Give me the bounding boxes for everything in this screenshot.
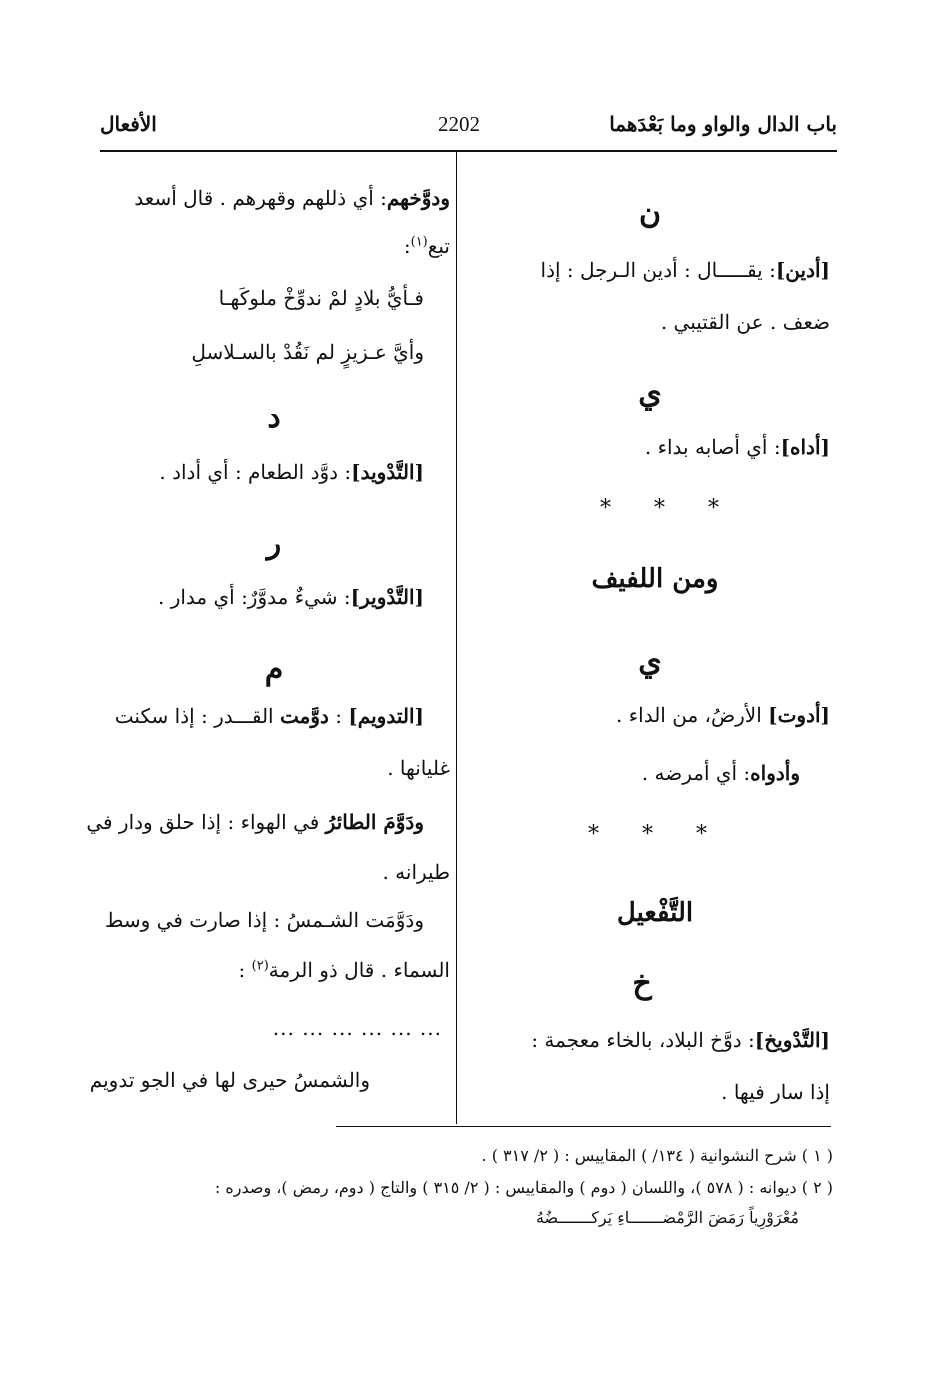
entry-tadwikh-line1 — [531, 1028, 830, 1052]
running-header-section: الأفعال — [100, 112, 157, 136]
entry-adwah-text: : أي أمرضه . — [641, 761, 751, 785]
entry-shams-line1: ودَوَّمَت الشـمسُ : إذا صارت في وسط — [104, 908, 424, 932]
entry-adah-text: : أي أصابه بداء . — [644, 435, 781, 459]
footnote-ref-1: (١) — [410, 234, 428, 250]
headword-tadwim: [التدويم] — [348, 704, 424, 728]
entry-tadwim-line1: [التدويم] : دوَّمت القـــدر : إذا سكنت — [114, 704, 424, 728]
entry-tadwikh-text: : دوَّخ البلاد، بالخاء معجمة : — [531, 1028, 755, 1052]
entry-dawwakh-line1 — [134, 186, 450, 210]
letter-heading-mim: م — [264, 652, 284, 687]
running-header-chapter: باب الدال والواو وما بَعْدَهما — [609, 112, 837, 136]
colon: : — [238, 958, 252, 982]
column-divider — [456, 152, 457, 1124]
headword-tadwir: [التَّدْوير] — [350, 585, 424, 609]
headword-adwah: وأدواه — [750, 761, 800, 785]
footnote-ref-2: (٢) — [251, 958, 269, 974]
entry-tadwid-text: : دوَّد الطعام : أي أداد . — [159, 460, 352, 484]
entry-adin-line1 — [541, 258, 830, 282]
entry-tadwim-text: القـــدر : إذا سكنت — [114, 704, 280, 728]
entry-adwat — [616, 703, 830, 727]
headword-adin: [أدين] — [775, 258, 830, 282]
entry-tadwim-line2: غليانها . — [387, 756, 450, 780]
entry-adah — [645, 435, 830, 459]
verse-line-1: فـأيُّ بلادٍ لمْ ندوِّخْ ملوكَهـا — [218, 286, 424, 310]
verse-line-2: وأيَّ عـزيزٍ لم نَقُدْ بالسـلاسلِ — [191, 340, 424, 364]
entry-tadwir — [158, 585, 424, 609]
entry-shams-text: السماء . قال ذو الرمة — [268, 958, 450, 982]
colon: : — [403, 234, 411, 258]
header-rule — [100, 150, 837, 152]
entry-adwah — [642, 761, 800, 785]
separator-stars-1: * * * — [600, 496, 737, 521]
headword-adah: [أداه] — [780, 435, 830, 459]
verse-line-3: والشمسُ حيرى لها في الجو تدويم — [89, 1068, 370, 1092]
entry-dawwakh-text: : أي ذللهم وقهرهم . قال أسعد — [134, 186, 387, 210]
letter-heading-kha: خ — [632, 966, 652, 1001]
entry-adin-line2: ضعف . عن القتيبي . — [660, 310, 830, 334]
elision-dots: ... ... ... ... ... ... — [272, 1016, 442, 1040]
footnote-rule — [336, 1126, 831, 1127]
letter-heading-ya-1: ي — [638, 376, 662, 411]
entry-tadwikh-line2: إذا سار فيها . — [721, 1080, 830, 1104]
entry-dawwakh-line2 — [404, 234, 450, 258]
headword-tadwid: [التَّدْويد] — [351, 460, 424, 484]
letter-heading-ra: ر — [266, 526, 282, 561]
section-heading-taf3il: التَّفْعيل — [616, 898, 694, 928]
letter-heading-dal: د — [267, 400, 281, 435]
footnote-2-verse: مُعْرَوْرِياً رَمَضَ الرَّمْضـــــــاءِ يَركـــــــضُهُ — [535, 1208, 799, 1227]
letter-heading-nun: ن — [638, 196, 662, 231]
section-heading-lafif: ومن اللفيف — [591, 564, 719, 594]
separator-stars-2: * * * — [588, 822, 725, 847]
poet-name: تبع — [427, 234, 450, 258]
entry-tair-line1 — [86, 810, 424, 834]
footnote-2: ( ٢ ) ديوانه : ( ٥٧٨ )، واللسان ( دوم ) والمقاييس : ( ٢/ ٣١٥ ) والتاج ( دوم، رمض )، وصدره : — [214, 1178, 833, 1197]
entry-tadwid — [159, 460, 424, 484]
entry-tair-line2: طيرانه . — [382, 860, 450, 884]
entry-tair-text: في الهواء : إذا حلق ودار في — [86, 810, 326, 834]
entry-adin-text: : يقـــــال : أدين الـرجل : إذا — [540, 258, 776, 282]
entry-adwat-text: الأرضُ، من الداء . — [616, 703, 769, 727]
headword-tadwikh: [التَّدْويخ] — [754, 1028, 830, 1052]
page-number: 2202 — [438, 112, 480, 136]
headword-dawwamat: دوَّمت — [279, 704, 329, 728]
headword-dawwakh: ودوَّخهم — [386, 186, 450, 210]
entry-tadwir-text: : شيءٌ مدوَّرٌ: أي مدار . — [158, 585, 351, 609]
letter-heading-ya-2: ي — [638, 644, 662, 679]
headword-tair: ودَوَّمَ الطائرُ — [325, 810, 424, 834]
footnote-1: ( ١ ) شرح النشوانية ( ١٣٤/ ) المقاييس : ( ٢/ ٣١٧ ) . — [481, 1146, 833, 1165]
entry-shams-line2 — [239, 958, 450, 982]
headword-adwat: [أدوت] — [768, 703, 830, 727]
